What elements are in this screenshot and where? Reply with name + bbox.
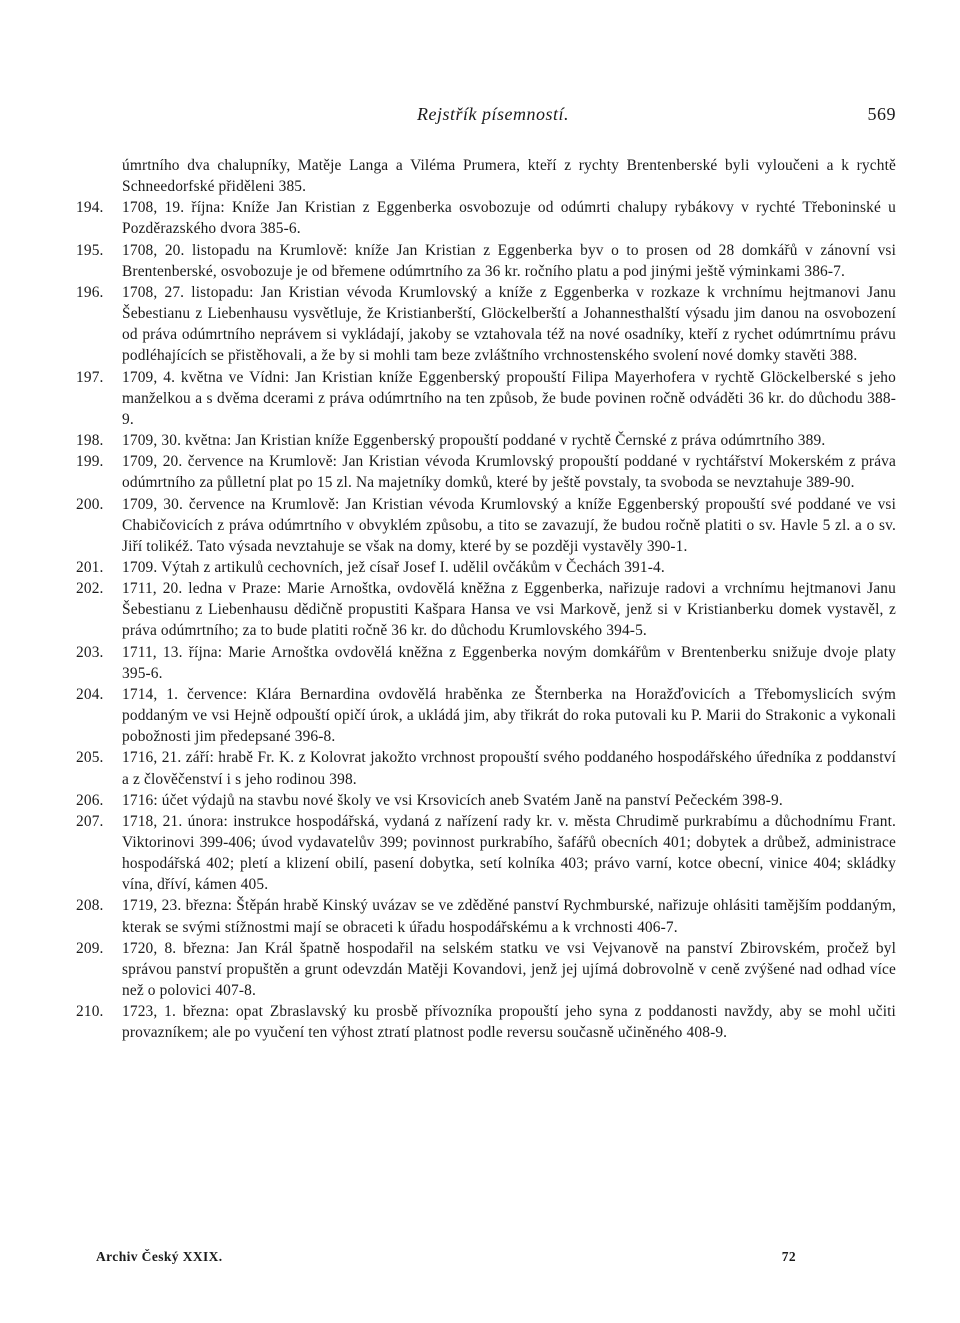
entry-text: úmrtního dva chalupníky, Matěje Langa a Viléma Prumera, kteří z rychty Brentenberské byli vyloučeni a k rychtě Schneedorfské přiděleni 385. — [122, 157, 896, 196]
footer-publication: Archiv Český XXIX. — [96, 1249, 223, 1264]
entry-text: 1708, 20. listopadu na Krumlově: kníže Jan Kristian z Eggenberka byv o to prosen od 28 domkářů v zánovní vsi Brentenberské, osvobozuje je od břemene odúmrtního za 36 kr. ročního platu a pod jinými ještě výminkami 386-7. — [122, 241, 896, 280]
entry-number: 204. — [76, 685, 104, 703]
entry-number: 210. — [76, 1003, 104, 1021]
register-entry — [76, 494, 896, 557]
entry-number: 206. — [76, 791, 104, 809]
footer-sheet-number: 72 — [781, 1249, 796, 1264]
register-entry — [76, 938, 896, 1001]
entry-number: 197. — [76, 368, 104, 386]
page-number: 569 — [867, 104, 896, 124]
register-entry — [76, 642, 896, 684]
register-entry — [76, 684, 896, 747]
entry-number: 200. — [76, 495, 104, 513]
entry-text: 1711, 13. října: Marie Arnoštka ovdovělá kněžna z Eggenberka novým domkářům v Brentenberku snižuje dvoje platy 395-6. — [122, 643, 896, 682]
register-entry — [76, 282, 896, 367]
register-entry — [76, 1001, 896, 1043]
register-entry — [76, 578, 896, 641]
register-entry — [76, 811, 896, 896]
entry-text: 1714, 1. července: Klára Bernardina ovdovělá hraběnka ze Šternberka na Horažďovicích a Třebomyslicích svým poddaným ve vsi Hejně odpouští opičí úrok, a ukládá jim, aby třikrát do roka putovali ku P. Marii do Strakonic a vykonali pobožnosti jim předepsané 396-8. — [122, 685, 896, 746]
entry-text: 1708, 19. října: Kníže Jan Kristian z Eggenberka osvobozuje od odúmrti chalupy rybákovy v rychté Třeboninské u Pozděrazského dvora 385-6. — [122, 199, 896, 238]
entry-number: 196. — [76, 283, 104, 301]
register-entry — [76, 790, 896, 811]
entry-text: 1723, 1. března: opat Zbraslavský ku prosbě přívozníka propouští jeho syna z poddanosti navždy, aby se mohl učiti provazníkem; ale po vyučení ten výhost ztratí platnost podle reversu současně učiněného 408-9. — [122, 1003, 896, 1042]
entry-number: 203. — [76, 643, 104, 661]
register-entry — [76, 451, 896, 493]
register-entry — [76, 197, 896, 239]
running-title: Rejstřík písemností. — [417, 104, 569, 124]
entry-number: 198. — [76, 432, 104, 450]
register-entries — [76, 155, 896, 1044]
entry-text: 1709, 20. července na Krumlově: Jan Kristian vévoda Krumlovský propouští poddané v rychtářství Mokerském z práva odúmrtního za půlletní plat po 15 zl. Na majetníky domků, které by ještě povstaly, ta svoboda se nevztahuje 389-90. — [122, 453, 896, 492]
register-entry — [76, 895, 896, 937]
entry-text: 1719, 23. března: Štěpán hrabě Kinský uvázav se ve zděděné panství Rychmburské, nařizuje ohlásiti tamějším poddaným, kterak se svými stížnostmi mají se obraceti k úřadu hospodářskému a k vrchnosti 406-7. — [122, 897, 896, 936]
entry-text: 1716, 21. září: hrabě Fr. K. z Kolovrat jakožto vrchnost propouští svého poddaného hospodářského úředníka z poddanství a z člověčenství i s jeho rodinou 398. — [122, 749, 896, 788]
entry-list — [76, 197, 896, 1043]
register-entry — [76, 430, 896, 451]
entry-text: 1711, 20. ledna v Praze: Marie Arnoštka, ovdovělá kněžna z Eggenberka, nařizuje radovi a vrchnímu hejtmanovi Janu Šebestianu z Liebenhausu dědičně propustiti Kašpara Hansa ve vsi Markově, jenž si v Kristianberku domek vystavěl, z práva odúmrtního; za to bude platiti ročně 36 kr. do důchodu Krumlovského 394-5. — [122, 580, 896, 640]
entry-number: 207. — [76, 812, 104, 830]
entry-text: 1718, 21. února: instrukce hospodářská, vydaná z nařízení rady kr. v. města Chrudimě purkrabímu a důchodnímu Frant. Viktorinovi 399-406; úvod vydavatelův 399; povinnost purkrabího, šafářů obecních 401; dobytek a drůbež, administrace hospodářská 402; pletí a klizení obilí, pasení dobytka, setí kolníka 403; právo varní, kotce obecní, vinice 404; skládky vína, dříví, kámen 405. — [122, 812, 896, 894]
running-header — [90, 104, 896, 134]
entry-text: 1709, 30. května: Jan Kristian kníže Eggenberský propouští poddané v rychtě Černské z práva odúmrtního 389. — [122, 432, 826, 450]
register-entry — [76, 557, 896, 578]
entry-number: 209. — [76, 939, 104, 957]
register-entry — [76, 747, 896, 789]
entry-text: 1709, 4. května ve Vídni: Jan Kristian kníže Eggenberský propouští Filipa Mayerhofera v rychtě Glöckelberské s jeho manželkou a s dvěma dcerami z práva odúmrtního na ten způsob, že bude povinen ročně odváděti 36 kr. do důchodu 388-9. — [122, 368, 896, 428]
entry-number: 205. — [76, 749, 104, 767]
entry-number: 195. — [76, 241, 104, 259]
register-entry — [76, 240, 896, 282]
entry-number: 201. — [76, 558, 104, 576]
entry-text: 1720, 8. března: Jan Král špatně hospodařil na selském statku ve vsi Vejvanově na panství Zbirovském, pročež byl správou panství propuštěn a grunt odevzdán Matěji Kovandovi, jenž jej ujímá dobrovolně v ceně zvýšené nad odhad více než o polovici 407-8. — [122, 939, 896, 1000]
entry-number: 208. — [76, 897, 104, 915]
continuation-paragraph — [76, 155, 896, 197]
entry-number: 199. — [76, 453, 104, 471]
entry-text: 1716: účet výdajů na stavbu nové školy ve vsi Krsovicích aneb Svatém Janě na panství Pečeckém 398-9. — [122, 791, 783, 809]
register-entry — [76, 367, 896, 430]
entry-number: 202. — [76, 580, 104, 598]
entry-number: 194. — [76, 199, 104, 217]
entry-text: 1708, 27. listopadu: Jan Kristian vévoda Krumlovský a kníže z Eggenberka v rozkaze k vrchnímu hejtmanovi Janu Šebestianu z Liebenhausu vysvětluje, že Kristianberští, Glöckelberští a Johannesthalští výsadu jim danou na osvobození od práva odúmrtního neprávem si vykládají, jakoby se vztahovala též na nové osadníky, kteří z rychet odúmrtnímu právu podléhajících se přistěhovali, a že by si mohli tam beze zvláštního vrchnostenského svolení nové domky stavěti 388. — [122, 283, 896, 365]
entry-text: 1709, 30. července na Krumlově: Jan Kristian vévoda Krumlovský a kníže Eggenberský propouští své poddané ve vsi Chabičovicích z práva odúmrtního v obvyklém způsobu, a tito se zavazují, že budou ročně platiti o sv. Havle 5 zl. a o sv. Jiří tolikéž. Tato výsada nevztahuje se však na domy, které by se později vystavěly 390-1. — [122, 495, 896, 555]
page-footer — [96, 1249, 796, 1271]
entry-text: 1709. Výtah z artikulů cechovních, jež císař Josef I. udělil ovčákům v Čechách 391-4. — [122, 558, 665, 576]
